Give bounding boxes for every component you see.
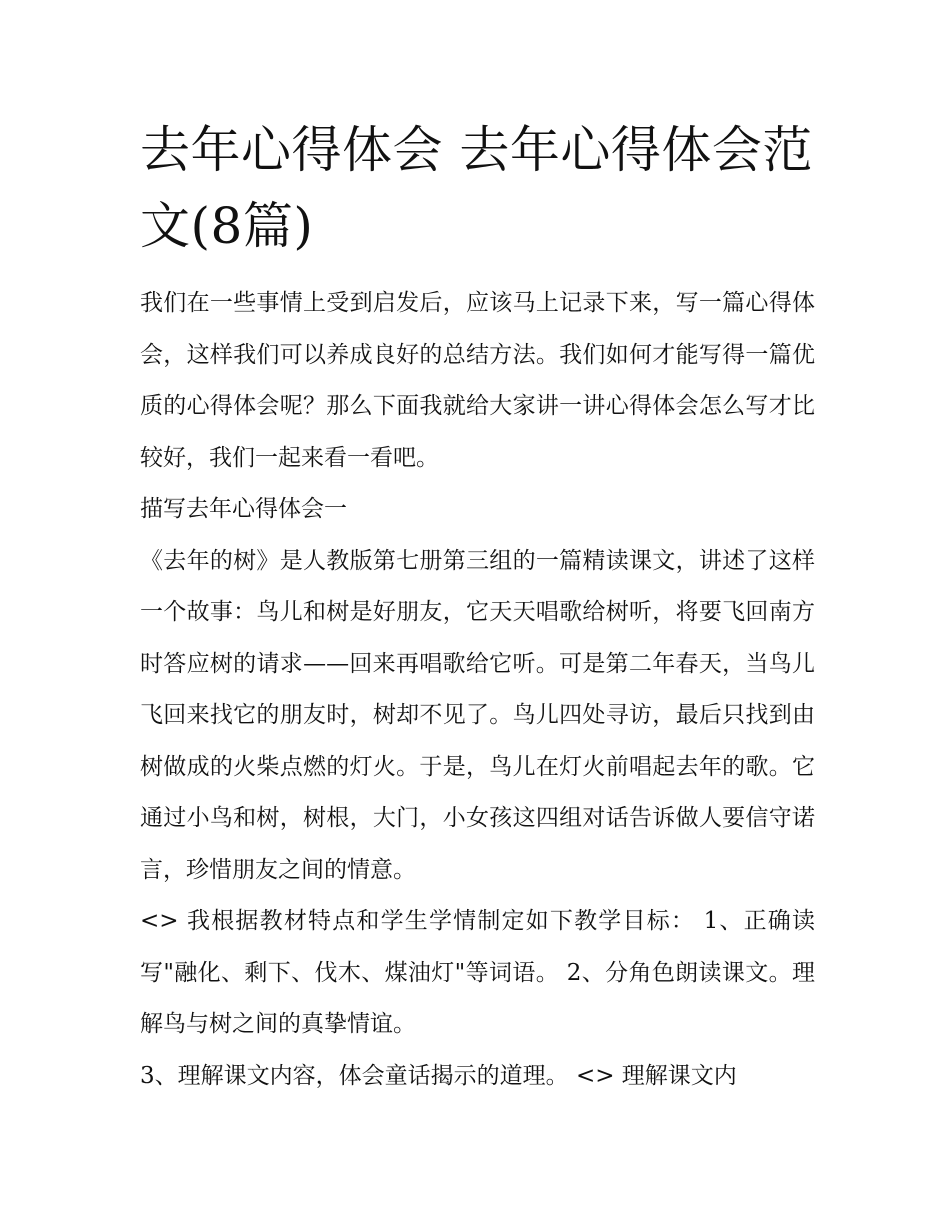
document-page <box>140 112 815 1102</box>
document-title: 去年心得体会 去年心得体会范文(8篇) <box>140 121 813 255</box>
section-heading: 描写去年心得体会一 <box>140 496 347 522</box>
body-paragraph: 《去年的树》是人教版第七册第三组的一篇精读课文，讲述了这样一个故事：鸟儿和树是好朋友，它天天唱歌给树听，将要飞回南方时答应树的请求——回来再唱歌给它听。可是第二年春天，当鸟儿飞回来找它的朋友时，树却不见了。鸟儿四处寻访，最后只找到由树做成的火柴点燃的灯火。于是，鸟儿在灯火前唱起去年的歌。它通过小鸟和树，树根，大门，小女孩这四组对话告诉做人要信守诺言，珍惜朋友之间的情意。 <box>140 547 815 883</box>
last-paragraph: 3、理解课文内容，体会童话揭示的道理。 <> 理解课文内 <box>140 1062 737 1089</box>
intro-paragraph: 我们在一些事情上受到启发后，应该马上记录下来，写一篇心得体会，这样我们可以养成良好的总结方法。我们如何才能写得一篇优质的心得体会呢？那么下面我就给大家讲一讲心得体会怎么写才比较好，我们一起来看一看吧。 <box>140 290 815 471</box>
goals-paragraph: <> 我根据教材特点和学生学情制定如下教学目标： 1、正确读写"融化、剩下、伐木、煤油灯"等词语。 2、分角色朗读课文。理解鸟与树之间的真挚情谊。 <box>140 908 815 1037</box>
